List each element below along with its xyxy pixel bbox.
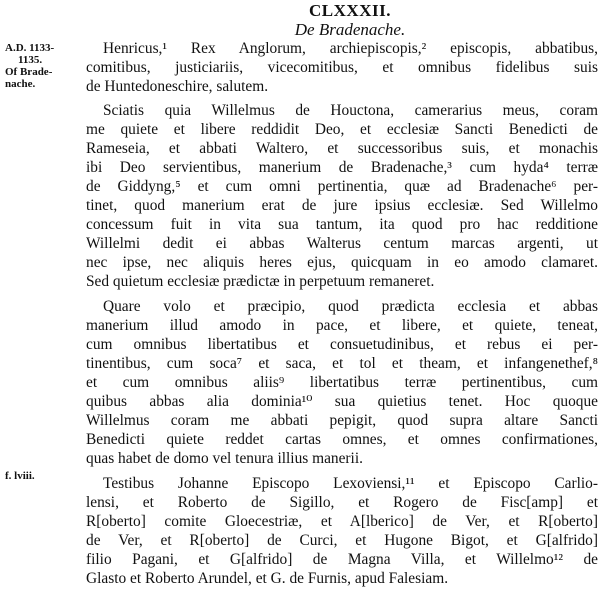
text-line: Quare volo et præcipio, quod prædicta ecclesia et abbas: [103, 298, 598, 315]
text-line: Henricus,¹ Rex Anglorum, archiepiscopis,² episcopis, abbatibus,: [103, 40, 598, 57]
text-line: tinentibus, cum soca⁷ et saca, et tol et theam, et infangenethef,⁸: [86, 355, 598, 372]
text-line: lensi, et Roberto de Sigillo, et Rogero de Fisc[amp] et: [86, 494, 598, 511]
text-line: manerium illud amodo in pace, et libere, et quiete, teneat,: [86, 317, 598, 334]
text-line: nec ipse, nec aliquis heres ejus, quicquam in eo amodo clamaret.: [86, 254, 598, 271]
text-line: filio Pagani, et G[alfrido] de Magna Villa, et Willelmo¹² de: [86, 551, 598, 568]
text-line: Rameseia, et abbati Waltero, et successoribus suis, et monachis: [86, 140, 598, 157]
charter-number: CLXXXII.: [309, 1, 391, 20]
text-line: comitibus, justiciariis, vicecomitibus, et omnibus fidelibus suis: [86, 59, 598, 76]
margin-topic-line-2: nache.: [5, 78, 36, 90]
text-line: Benedicti quiete reddet cartas omnes, et omnes confirmationes,: [86, 431, 598, 448]
text-line: de Giddyng,⁵ et cum omni pertinentia, quæ ad Bradenache⁶ per-: [86, 178, 598, 195]
text-line: Testibus Johanne Episcopo Lexoviensi,¹¹ et Episcopo Carlio-: [103, 475, 598, 492]
charter-title: De Bradenache.: [294, 20, 406, 39]
text-line: R[oberto] comite Gloecestriæ, et A[lberico] de Ver, et R[oberto]: [86, 513, 598, 530]
text-line: et cum omnibus aliis⁹ libertatibus terræ pertinentibus, cum: [86, 374, 598, 391]
text-line: concessum fuit in vita sua tantum, ita quod pro hac redditione: [86, 216, 598, 233]
margin-date-line-2: 1135.: [18, 54, 43, 66]
text-line: Sed quietum ecclesiæ prædictæ in perpetuum remaneret.: [86, 273, 435, 290]
text-line: cum omnibus libertatibus et consuetudinibus, et rebus ei per-: [86, 336, 598, 353]
text-line: tinet, quod manerium erat de jure ipsius ecclesiæ. Sed Willelmo: [86, 197, 598, 214]
text-line: quas habet de domo vel tenura illius manerii.: [86, 450, 363, 467]
text-line: me quiete et libere reddidit Deo, et ecclesiæ Sancti Benedicti de: [86, 121, 598, 138]
text-line: Sciatis quia Willelmus de Houctona, camerarius meus, coram: [103, 102, 598, 119]
text-line: de Ver, et R[oberto] de Curci, et Hugone Bigot, et G[alfrido]: [86, 532, 598, 549]
text-line: de Huntedoneschire, salutem.: [86, 78, 269, 95]
text-line: Glasto et Roberto Arundel, et G. de Furnis, apud Falesiam.: [86, 570, 449, 587]
text-line: Willelmus coram me abbati pepigit, quod supra altare Sancti: [86, 412, 598, 429]
text-line: quibus abbas alia dominia¹⁰ sua quietius tenet. Hoc quoque: [86, 393, 598, 410]
margin-folio-note: f. lviii.: [5, 470, 35, 482]
margin-topic-line-1: Of Brade-: [5, 66, 53, 78]
margin-date-line-1: A.D. 1133-: [5, 42, 55, 54]
text-line: Willelmi dedit ei abbas Walterus centum marcas argenti, ut: [86, 235, 598, 252]
text-line: ibi Deo servientibus, manerium de Bradenache,³ cum hyda⁴ terræ: [86, 159, 598, 176]
